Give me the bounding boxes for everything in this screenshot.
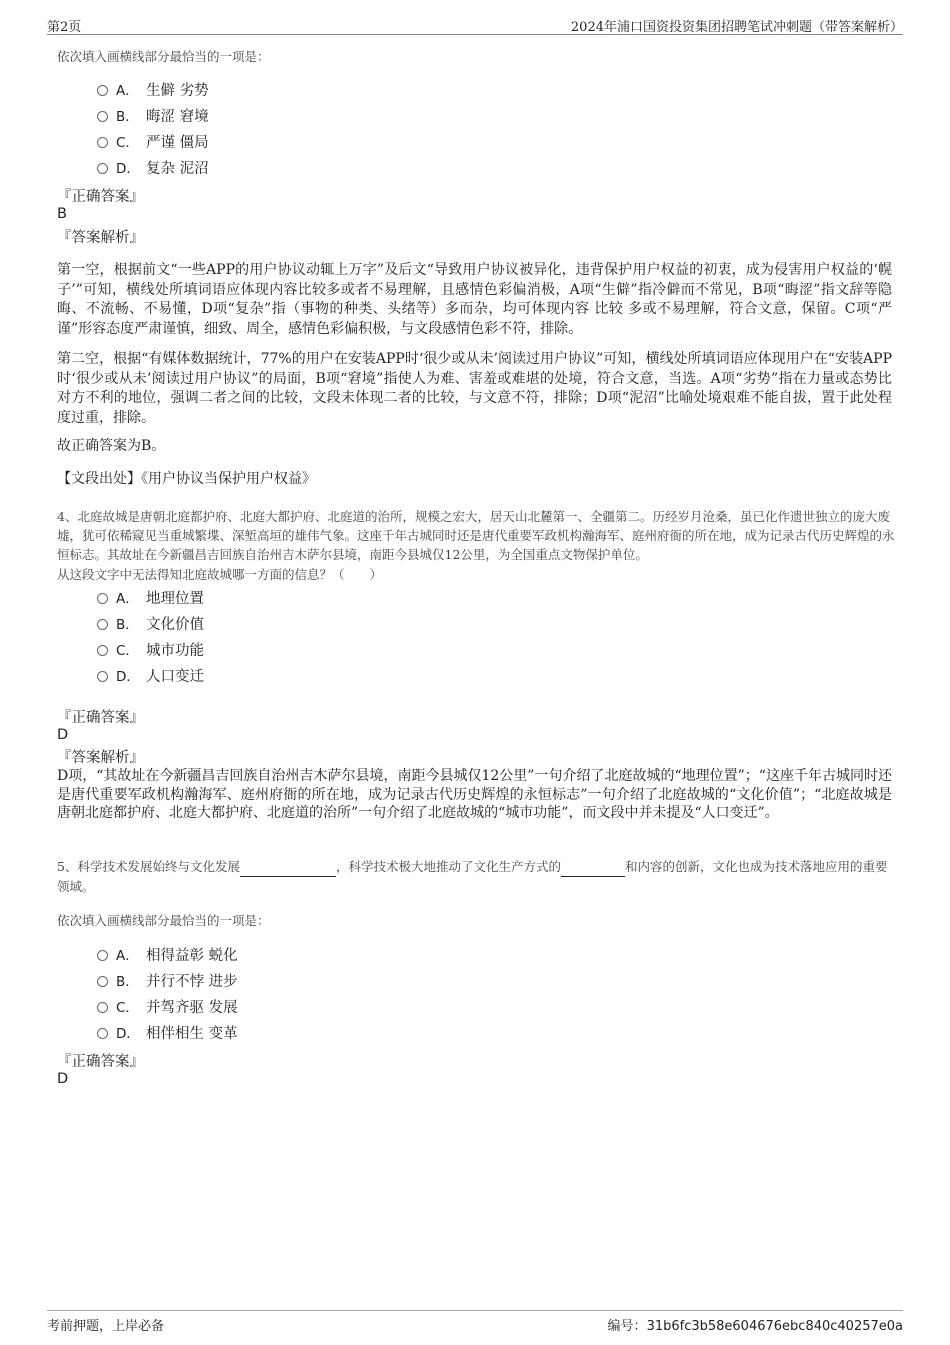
q3-source: 【文段出处】《用户协议当保护用户权益》 <box>57 471 316 487</box>
q5-option-c[interactable]: C． 并驾齐驱 发展 <box>97 997 238 1019</box>
q3-analysis-p2: 第二空，根据“有媒体数据统计，77%的用户在安装APP时‘很少或从未’阅读过用户协议”可知，横线处所填词语应体现用户在“安装APP时‘很少或从未’阅读过用户协议”的局面，B项“窘境”指使人为难、害羞或难堪的处境，符合文意，当选。A项“劣势”指在力量或态势比对方不利的地位，强调二者之间的比较，文段未体现二者的比较，与文意不符，排除；D项“泥沼”比喻处境艰难不能自拔，置于此处程度过重，排除。 <box>57 351 892 426</box>
q5-option-a[interactable]: A． 相得益彰 蜕化 <box>97 945 238 967</box>
radio-icon[interactable] <box>97 671 108 682</box>
radio-icon[interactable] <box>97 593 108 604</box>
q4-option-c[interactable]: C． 城市功能 <box>97 640 204 662</box>
q3-analysis-p3: 故正确答案为B。 <box>57 438 166 454</box>
q4-option-b[interactable]: B． 文化价值 <box>97 614 204 636</box>
radio-icon[interactable] <box>97 645 108 656</box>
footer-slogan: 考前押题，上岸必备 <box>47 1319 165 1334</box>
q3-analysis-title: 『答案解析』 <box>57 230 144 246</box>
q5-option-d[interactable]: D． 相伴相生 变革 <box>97 1023 238 1045</box>
page-number: 第2页 <box>47 20 82 35</box>
radio-icon[interactable] <box>97 1028 108 1039</box>
q4-option-d[interactable]: D． 人口变迁 <box>97 666 204 688</box>
q5-prompt: 依次填入画横线部分最恰当的一项是： <box>57 913 270 928</box>
radio-icon[interactable] <box>97 111 108 122</box>
q5-option-b[interactable]: B． 并行不悖 进步 <box>97 971 238 993</box>
q3-prompt: 依次填入画横线部分最恰当的一项是： <box>57 49 270 64</box>
q3-answer: B <box>57 206 67 222</box>
q4-stem: 4、北庭故城是唐朝北庭都护府、北庭大都护府、北庭道的治所，规模之宏大，居天山北麓第一、全疆第二。历经岁月沧桑，虽已化作遗世独立的庞大废墟，犹可依稀窥见当重城繁堞、深堑高垣的雄伟气象。这座千年古城同时还是唐代重要军政机构瀚海军、庭州府衙的所在地，成为记录古代历史辉煌的永恒标志。其故址在今新疆昌吉回族自治州吉木萨尔县境，南距今县城仅12公里，为全国重点文物保护单位。 <box>57 509 895 562</box>
q3-option-d[interactable]: D． 复杂 泥沼 <box>97 158 209 180</box>
q3-analysis-p1: 第一空，根据前文“一些APP的用户协议动辄上万字”及后文“导致用户协议被异化，违背保护用户权益的初衷，成为侵害用户权益的‘幌子’”可知，横线处所填词语应体现内容比较多或者不易理解，且感情色彩偏消极，A项“生僻”指冷僻而不常见，B项“晦涩”指文辞等隐晦、不流畅、不易懂，D项“复杂”指（事物的种类、头绪等）多而杂，均可体现内容 比较 多或不易理解，符合文意，保留。C项“严谨”形容态度严肃谨慎，细致、周全，感情色彩偏积极，与文段感情色彩不符，排除。 <box>57 262 892 337</box>
radio-icon[interactable] <box>97 976 108 987</box>
q5-stem: 5、科学技术发展始终与文化发展 ，科学技术极大地推动了文化生产方式的 和内容的创新，文化也成为技术落地应用的重要领域。 <box>57 859 888 894</box>
q5-answer: D <box>57 1071 69 1087</box>
radio-icon[interactable] <box>97 619 108 630</box>
radio-icon[interactable] <box>97 137 108 148</box>
q3-option-c[interactable]: C． 严谨 僵局 <box>97 132 209 154</box>
radio-icon[interactable] <box>97 85 108 96</box>
q4-analysis: D项，“其故址在今新疆昌吉回族自治州吉木萨尔县境，南距今县城仅12公里”一句介绍了北庭故城的“地理位置”；“这座千年古城同时还是唐代重要军政机构瀚海军、庭州府衙的所在地，成为记录古代历史辉煌的永恒标志”一句介绍了北庭故城的“文化价值”；“北庭故城是唐朝北庭都护府、北庭大都护府、北庭道的治所”一句介绍了北庭故城的“城市功能”，而文段中并未提及“人口变迁”。 <box>57 768 892 821</box>
q4-answer: D <box>57 727 69 743</box>
q3-answer-title: 『正确答案』 <box>57 189 144 205</box>
page-header <box>47 14 903 35</box>
q4-option-a[interactable]: A． 地理位置 <box>97 588 204 610</box>
radio-icon[interactable] <box>97 950 108 961</box>
q5-answer-title: 『正确答案』 <box>57 1054 144 1070</box>
q5-blank-2 <box>561 857 625 877</box>
document-title: 2024年浦口国资投资集团招聘笔试冲刺题（带答案解析） <box>570 20 903 35</box>
q4-question: 从这段文字中无法得知北庭故城哪一方面的信息？（ ） <box>57 567 383 582</box>
radio-icon[interactable] <box>97 163 108 174</box>
q5-blank-1 <box>240 857 336 877</box>
q4-analysis-title: 『答案解析』 <box>57 750 144 766</box>
q3-option-b[interactable]: B． 晦涩 窘境 <box>97 106 209 128</box>
page-footer <box>47 1310 903 1339</box>
footer-code: 编号：31b6fc3b58e604676ebc840c40257e0a <box>607 1319 903 1334</box>
q4-answer-title: 『正确答案』 <box>57 710 144 726</box>
radio-icon[interactable] <box>97 1002 108 1013</box>
q3-option-a[interactable]: A． 生僻 劣势 <box>97 80 209 102</box>
